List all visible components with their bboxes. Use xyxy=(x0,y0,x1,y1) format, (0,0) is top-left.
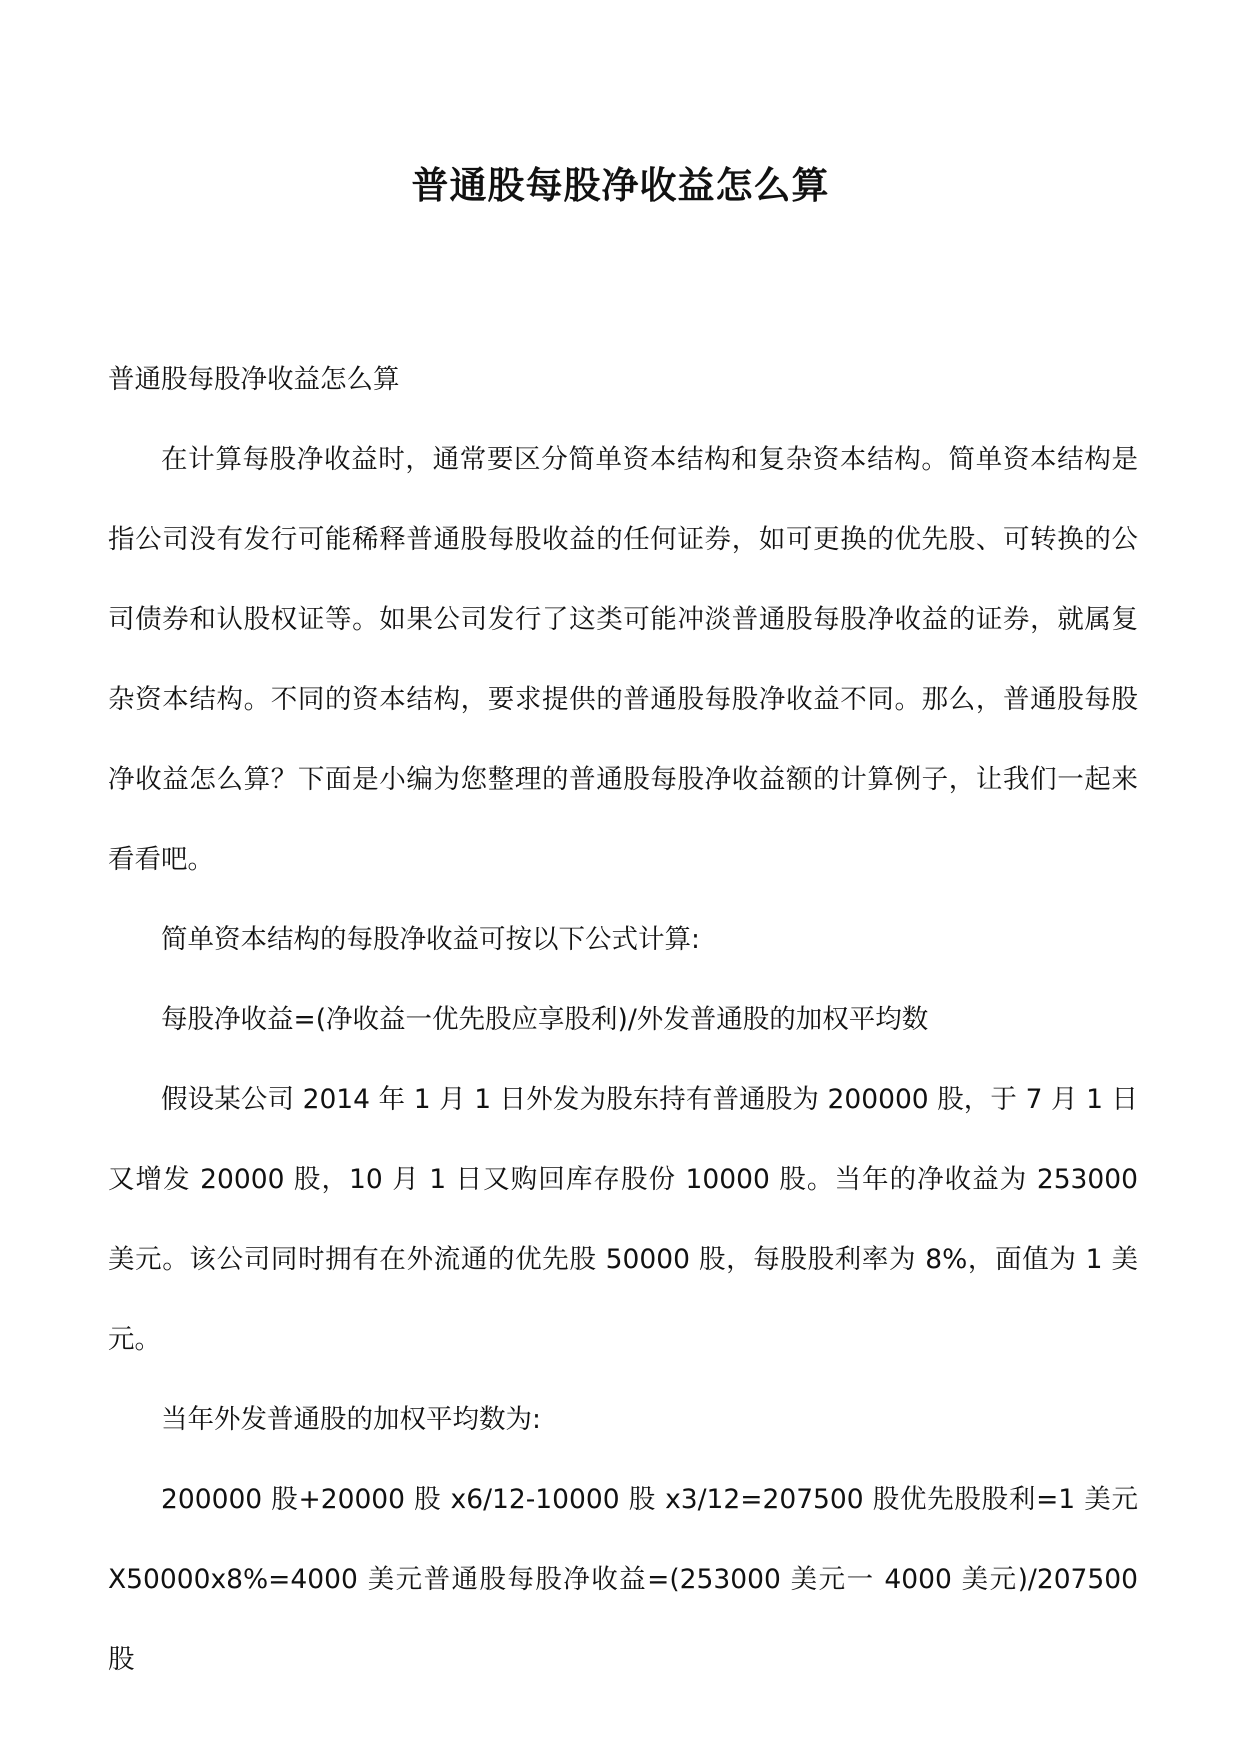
paragraph-weighted-average-label: 当年外发普通股的加权平均数为: xyxy=(161,1404,541,1435)
paragraph-formula: 每股净收益=(净收益一优先股应享股利)/外发普通股的加权平均数 xyxy=(161,1004,929,1035)
paragraph-formula-intro: 简单资本结构的每股净收益可按以下公式计算: xyxy=(161,924,700,955)
section-heading: 普通股每股净收益怎么算 xyxy=(108,364,400,395)
paragraph-calculation: 200000 股+20000 股 x6/12-10000 股 x3/12=207500 股优先股股利=1 美元X50000x8%=4000 美元普通股每股净收益=(253000 美元一 4000 美元)/207500 股 xyxy=(108,1484,1138,1675)
paragraph-example: 假设某公司 2014 年 1 月 1 日外发为股东持有普通股为 200000 股，于 7 月 1 日又增发 20000 股，10 月 1 日又购回库存股份 10000 股。当年的净收益为 253000 美元。该公司同时拥有在外流通的优先股 50000 股，每股股利率为 8%，面值为 1 美元。 xyxy=(108,1084,1138,1355)
document-title: 普通股每股净收益怎么算 xyxy=(411,163,830,207)
paragraph-intro: 在计算每股净收益时，通常要区分简单资本结构和复杂资本结构。简单资本结构是指公司没有发行可能稀释普通股每股收益的任何证券，如可更换的优先股、可转换的公司债券和认股权证等。如果公司发行了这类可能冲淡普通股每股净收益的证券，就属复杂资本结构。不同的资本结构，要求提供的普通股每股净收益不同。那么，普通股每股净收益怎么算？下面是小编为您整理的普通股每股净收益额的计算例子，让我们一起来看看吧。 xyxy=(108,444,1138,875)
document-body xyxy=(108,340,1138,1700)
